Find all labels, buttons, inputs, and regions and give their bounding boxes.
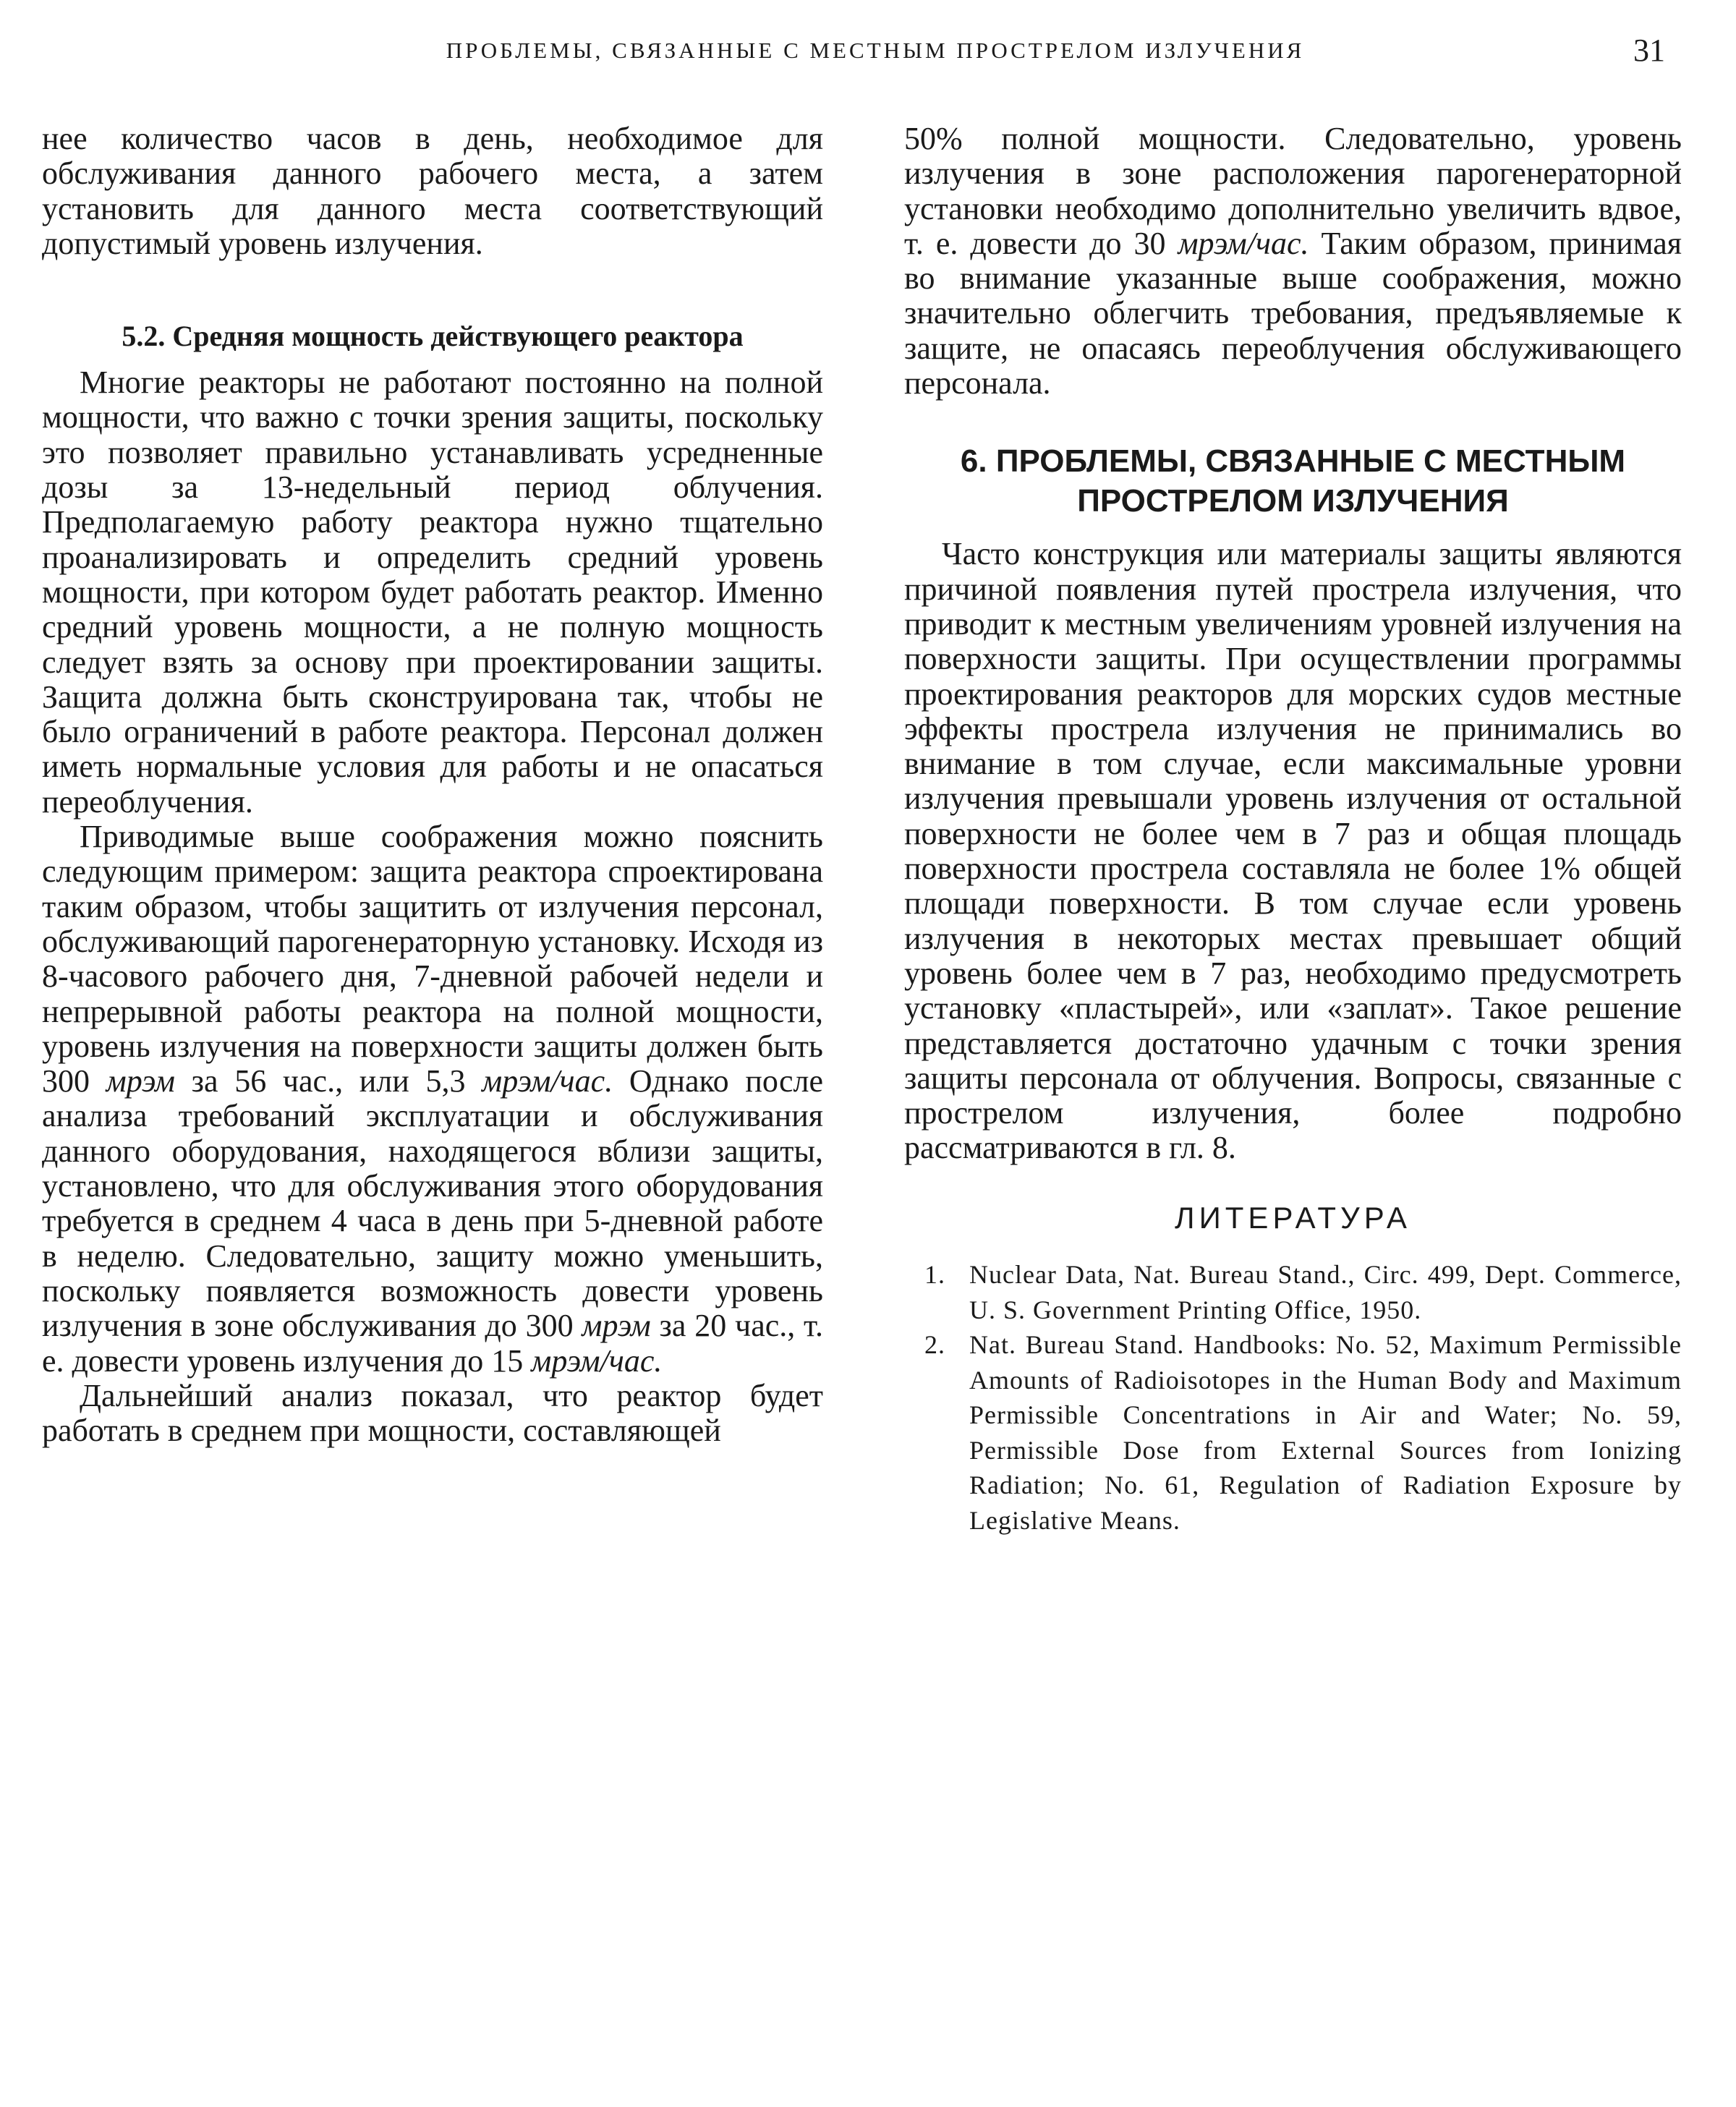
reference-item [904, 1327, 1682, 1538]
paragraph-continuation-right [904, 122, 1682, 401]
reference-number: 2. [924, 1330, 945, 1360]
unit-italic: мрэм [106, 1063, 175, 1099]
reference-text: Nuclear Data, Nat. Bureau Stand., Circ. 499, Dept. Commerce, U. S. Government Printing Office, 1950. [969, 1260, 1682, 1324]
page-number: 31 [1633, 33, 1665, 68]
text-run: Таким образом, принимая во внимание указанные выше соображения, можно значительно облегчить требования, предъявляемые к защите, не опасаясь переоблучения обслуживающего персонала. [904, 225, 1682, 401]
reference-item [904, 1257, 1682, 1327]
right-column [904, 122, 1682, 1538]
text-run: за 56 час., или 5,3 [174, 1063, 482, 1099]
text-run: Приводимые выше соображения можно пояснить следующим примером: защита реактора спроектирована таким образом, чтобы защитить от излучения персонал, обслуживающий парогенераторную установку. Исходя из 8-часового рабочего дня, 7-дневной рабочей недели и непрерывной работы реактора на полной мощности, уровень излучения на поверхности защиты должен быть 300 [42, 819, 823, 1099]
section-heading-5-2: 5.2. Средняя мощность действующего реактора [122, 320, 744, 353]
paragraph-continuation: нее количество часов в день, необходимое для обслуживания данного рабочего места, а затем установить для данного места соответствующий допустимый уровень излучения. [42, 121, 823, 261]
running-header: ПРОБЛЕМЫ, СВЯЗАННЫЕ С МЕСТНЫМ ПРОСТРЕЛОМ ИЗЛУЧЕНИЯ [446, 38, 1305, 63]
paragraph-example [42, 820, 823, 1379]
unit-italic: мрэм/час. [482, 1063, 613, 1099]
text-run: за 20 час., т. е. довести уровень излучения до 15 [42, 1308, 823, 1379]
text-run: Однако после анализа требований эксплуатации и обслуживания данного оборудования, находящегося вблизи защиты, установлено, что для обслуживания этого оборудования требуется в среднем 4 часа в день при 5-дневной работе в неделю. Следовательно, защиту можно уменьшить, поскольку появляется возможность довести уровень излучения в зоне обслуживания до 300 [42, 1063, 823, 1344]
paragraph-local-streaming: Часто конструкция или материалы защиты являются причиной появления путей прострела излучения, что приводит к местным увеличениям уровней излучения на поверхности защиты. При осуществлении программы проектирования реакторов для морских судов местные эффекты прострела излучения не принимались во внимание в том случае, если максимальные уровни излучения превышали уровень излучения от остальной поверхности не более чем в 7 раз и общая площадь поверхности прострела составляла не более 1% общей площади поверхности. В том случае если уровень излучения в некоторых местах превышает общий уровень более чем в 7 раз, необходимо предусмотреть установку «пластырей», или «заплат». Такое решение представляется достаточно удачным с точки зрения защиты персонала от облучения. Вопросы, связанные с прострелом излучения, более подробно рассматриваются в гл. 8. [904, 536, 1682, 1166]
left-column [42, 122, 823, 1448]
reference-list [904, 1257, 1682, 1538]
reference-number: 1. [924, 1260, 945, 1290]
paragraph-average-power: Многие реакторы не работают постоянно на полной мощности, что важно с точки зрения защиты, поскольку это позволяет правильно устанавливать усредненные дозы за 13-недельный период облучения. Предполагаемую работу реактора нужно тщательно проанализировать и определить средний уровень мощности, при котором будет работать реактор. Именно средний уровень мощности, а не полную мощность следует взять за основу при проектировании защиты. Защита должна быть сконструирована так, чтобы не было ограничений в работе реактора. Персонал должен иметь нормальные условия для работы и не опасаться переоблучения. [42, 365, 823, 820]
unit-italic: мрэм/час. [1178, 225, 1309, 261]
literature-heading: ЛИТЕРАТУРА [1175, 1200, 1411, 1235]
unit-italic: мрэм [582, 1308, 651, 1344]
paragraph-further-analysis: Дальнейший анализ показал, что реактор будет работать в среднем при мощности, составляющей [42, 1377, 823, 1449]
unit-italic: мрэм/час. [531, 1342, 663, 1379]
section-heading-6: 6. ПРОБЛЕМЫ, СВЯЗАННЫЕ С МЕСТНЫМ ПРОСТРЕЛОМ ИЗЛУЧЕНИЯ [960, 443, 1626, 519]
text-run: 50% полной мощности. Следовательно, уровень излучения в зоне расположения парогенераторной установки необходимо дополнительно увеличить вдвое, т. е. довести до 30 [904, 121, 1682, 261]
reference-text: Nat. Bureau Stand. Handbooks: No. 52, Maximum Permissible Amounts of Radioisotopes in the Human Body and Maximum Permissible Concentrations in Air and Water; No. 59, Permissible Dose from External Sources from Ionizing Radiation; No. 61, Regulation of Radiation Exposure by Legislative Means. [969, 1330, 1682, 1535]
